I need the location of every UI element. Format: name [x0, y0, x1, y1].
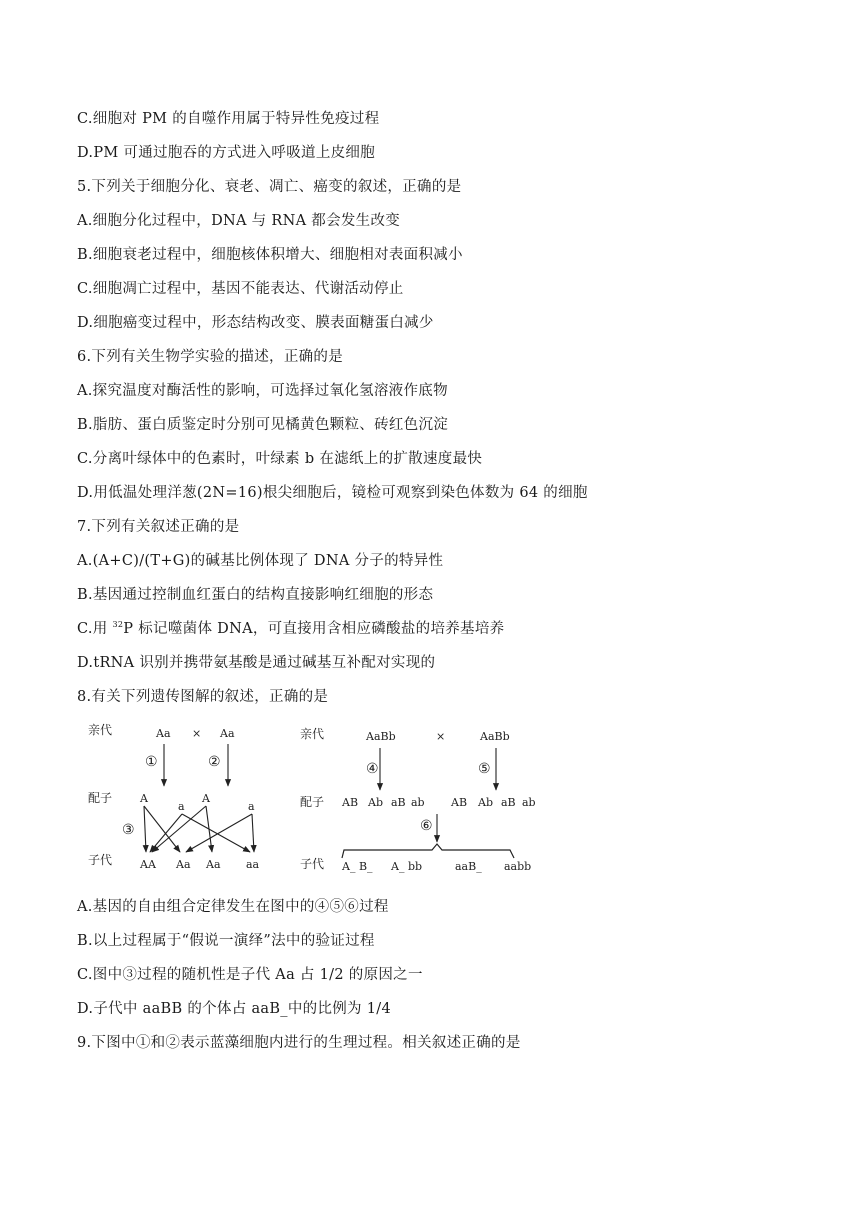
question-stem: 8.有关下列遗传图解的叙述，正确的是 [77, 689, 329, 705]
gamete: AB [451, 796, 468, 809]
question-stem: 7.下列有关叙述正确的是 [77, 519, 240, 535]
option-line: D.用低温处理洋葱(2N=16)根尖细胞后，镜检可观察到染色体数为 64 的细胞 [77, 485, 588, 501]
left-cross-diagram [88, 722, 260, 871]
arrow [182, 814, 250, 852]
step-marker: ① [145, 754, 158, 770]
gamete: A [140, 792, 148, 805]
option-line: C.图中③过程的随机性是子代 Aa 占 1/2 的原因之一 [77, 967, 423, 983]
option-line: B.基因通过控制血红蛋白的结构直接影响红细胞的形态 [77, 587, 434, 603]
gamete: ab [411, 796, 425, 809]
option-line: D.tRNA 识别并携带氨基酸是通过碱基互补配对实现的 [77, 655, 436, 671]
step-marker: ② [208, 754, 221, 770]
superscript: 32 [112, 620, 124, 629]
gamete: Ab [478, 796, 493, 809]
cross-symbol: × [436, 730, 446, 743]
gamete: aB [501, 796, 516, 809]
option-line: D.细胞癌变过程中，形态结构改变、膜表面糖蛋白减少 [77, 315, 434, 331]
option-line: C.细胞凋亡过程中，基因不能表达、代谢活动停止 [77, 281, 404, 297]
right-cross-diagram [300, 726, 536, 873]
parent-genotype: Aa [156, 727, 171, 740]
parent-genotype: AaBb [366, 730, 396, 743]
option-line: D.PM 可通过胞吞的方式进入呼吸道上皮细胞 [77, 145, 376, 161]
gamete: A [202, 792, 210, 805]
text-segment: P 标记噬菌体 DNA，可直接用含相应磷酸盐的培养基培养 [123, 621, 505, 637]
text-segment: C.用 [77, 621, 113, 637]
parent-genotype: Aa [220, 727, 235, 740]
gamete-label: 配子 [88, 791, 113, 805]
offspring-phenotype: A_ B_ [342, 860, 373, 873]
parent-genotype: AaBb [480, 730, 510, 743]
step-marker: ⑥ [420, 818, 433, 834]
gamete: aB [391, 796, 406, 809]
step-marker: ⑤ [478, 761, 491, 777]
option-line [77, 619, 504, 639]
offspring-genotype: aa [246, 858, 260, 871]
gamete: a [178, 800, 185, 813]
option-line: B.脂肪、蛋白质鉴定时分别可见橘黄色颗粒、砖红色沉淀 [77, 417, 449, 433]
option-line: B.细胞衰老过程中，细胞核体积增大、细胞相对表面积减小 [77, 247, 463, 263]
option-line: A.探究温度对酶活性的影响，可选择过氧化氢溶液作底物 [77, 383, 448, 399]
arrow [144, 806, 146, 852]
offspring-genotype: AA [140, 858, 156, 871]
option-line: C.细胞对 PM 的自噬作用属于特异性免疫过程 [77, 111, 380, 127]
parent-label: 亲代 [88, 723, 113, 737]
question-stem: 6.下列有关生物学实验的描述，正确的是 [77, 349, 344, 365]
offspring-phenotype: A_ bb [391, 860, 423, 873]
offspring-label: 子代 [300, 857, 325, 871]
question-stem: 9.下图中①和②表示蓝藻细胞内进行的生理过程。相关叙述正确的是 [77, 1035, 521, 1051]
option-line: A.细胞分化过程中，DNA 与 RNA 都会发生改变 [77, 213, 401, 229]
offspring-phenotype: aabb [504, 860, 532, 873]
step-marker: ③ [122, 822, 135, 838]
offspring-phenotype: aaB_ [455, 860, 482, 873]
gamete-label: 配子 [300, 795, 325, 809]
genetic-diagram [80, 718, 550, 883]
step-marker: ④ [366, 761, 379, 777]
option-line: D.子代中 aaBB 的个体占 aaB_中的比例为 1/4 [77, 1001, 391, 1017]
arrow [252, 814, 254, 852]
question-stem: 5.下列关于细胞分化、衰老、凋亡、癌变的叙述，正确的是 [77, 179, 462, 195]
offspring-label: 子代 [88, 853, 113, 867]
parent-label: 亲代 [300, 727, 325, 741]
gamete: a [248, 800, 255, 813]
gamete: AB [342, 796, 359, 809]
option-line: A.基因的自由组合定律发生在图中的④⑤⑥过程 [77, 899, 389, 915]
cross-symbol: × [192, 727, 202, 740]
option-line: B.以上过程属于“假说一演绎”法中的验证过程 [77, 933, 375, 949]
option-line: A.(A+C)/(T+G)的碱基比例体现了 DNA 分子的特异性 [77, 553, 444, 569]
arrow [186, 814, 252, 852]
gamete: ab [522, 796, 536, 809]
offspring-genotype: Aa [176, 858, 191, 871]
brace [342, 844, 514, 858]
offspring-genotype: Aa [206, 858, 221, 871]
arrow [144, 806, 180, 852]
gamete: Ab [368, 796, 383, 809]
arrow [206, 806, 212, 852]
option-line: C.分离叶绿体中的色素时，叶绿素 b 在滤纸上的扩散速度最快 [77, 451, 483, 467]
